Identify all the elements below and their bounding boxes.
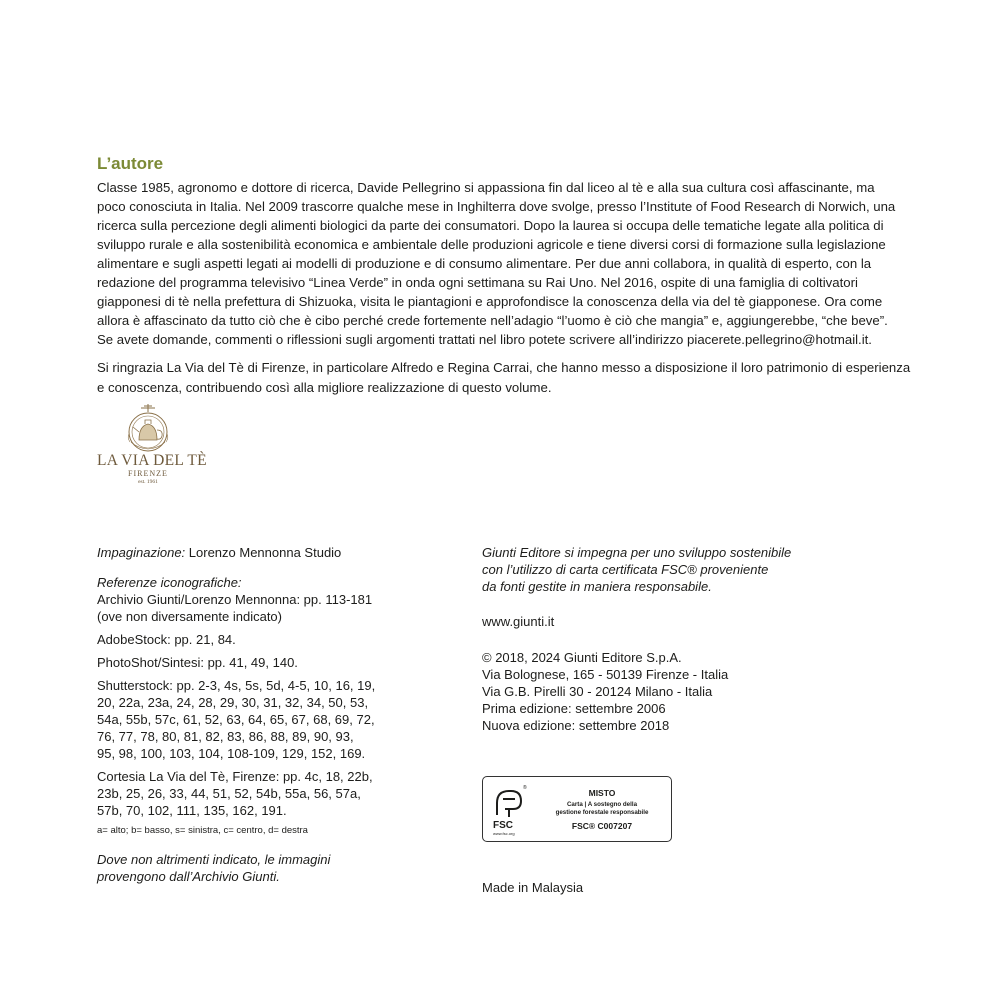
author-bio: [97, 178, 915, 349]
bio-line: giapponesi di tè nella prefettura di Shizuoka, visita le piantagioni e approfondisce la conoscenza della via del tè giapponese. Ora come: [97, 294, 883, 309]
copyright: © 2018, 2024 Giunti Editore S.p.A.: [482, 650, 682, 665]
bio-line: Classe 1985, agronomo e dottore di ricerca, Davide Pellegrino si appassiona fin dal liceo al tè e alla sua cultura così affascinante, ma: [97, 180, 875, 195]
la-via-del-te-logo: [97, 402, 207, 492]
logo-city: FIRENZE: [128, 469, 168, 478]
acknowledgements: [97, 358, 915, 398]
bio-line: alimentare e sugli aspetti legati ai modelli di produzione e di consumo alimentare. Per due anni collabora, in qualità di esperto, con la: [97, 256, 872, 271]
image-credits: [97, 574, 407, 625]
teapot-emblem-icon: [119, 402, 177, 454]
layout-label: Impaginazione:: [97, 545, 186, 560]
statement-line: con l’utilizzo di carta certificata FSC® proveniente: [482, 562, 769, 577]
publisher-column: [482, 544, 842, 740]
fsc-carta: [537, 801, 667, 817]
statement-line: Giunti Editore si impegna per uno sviluppo sostenibile: [482, 545, 792, 560]
shutterstock-line: 76, 77, 78, 80, 81, 82, 83, 86, 88, 89, 90, 93,: [97, 729, 354, 744]
position-legend: a= alto; b= basso, s= sinistra, c= centro, d= destra: [97, 825, 308, 836]
layout-credit: [97, 544, 407, 561]
fsc-label: [482, 776, 672, 842]
edition-line: Prima edizione: settembre 2006: [482, 701, 666, 716]
bio-line: ricerca sulla percezione degli alimenti biologici da parte dei consumatori. Dopo la laurea si occupa delle tematiche legate alla politica di: [97, 218, 884, 233]
fsc-logo-text: FSC: [493, 820, 513, 831]
refs-label: Referenze iconografiche:: [97, 575, 242, 590]
statement-line: da fonti gestite in maniera responsabile.: [482, 579, 712, 594]
layout-value: Lorenzo Mennonna Studio: [185, 545, 342, 560]
fsc-carta-line: Carta | A sostegno della: [566, 801, 638, 808]
fsc-code: FSC® C007207: [571, 821, 633, 831]
archive-note-line: Dove non altrimenti indicato, le immagini: [97, 852, 331, 867]
address-line: Via G.B. Pirelli 30 - 20124 Milano - Italia: [482, 684, 713, 699]
bio-line: sviluppo rurale e alla sostenibilità economica e ambientale delle produzioni agricole e tiene diversi corsi di formazione sulla legislazione: [97, 237, 886, 252]
website-link[interactable]: www.giunti.it: [482, 614, 555, 629]
fsc-tree-icon: [489, 781, 533, 837]
bio-line: redazione del programma televisivo “Linea Verde” in onda ogni settimana su Rai Uno. Nel 2016, ospite di una famiglia di coltivatori: [97, 275, 858, 290]
logo-established: est. 1961: [138, 479, 158, 485]
bio-line: allora è affascinato da tutto ciò che è cibo perché crede fortemente nell’adagio “l’uomo è ciò che mangia” e, aggiungerebbe, “che beve”.: [97, 313, 888, 328]
logo-name: LA VIA DEL TÈ: [97, 452, 207, 469]
made-in: Made in Malaysia: [482, 880, 584, 895]
archivio-line: Archivio Giunti/Lorenzo Mennonna: pp. 113-181: [97, 592, 373, 607]
photoshot-credit: PhotoShot/Sintesi: pp. 41, 49, 140.: [97, 655, 298, 670]
shutterstock-credit: [97, 677, 407, 762]
shutterstock-line: 54a, 55b, 57c, 61, 52, 63, 64, 65, 67, 68, 69, 72,: [97, 712, 375, 727]
archivio-line: (ove non diversamente indicato): [97, 609, 282, 624]
credits-column: [97, 544, 407, 891]
fsc-url: www.fsc.org: [493, 831, 515, 836]
bio-line: Se avete domande, commenti o riflessioni sugli argomenti trattati nel libro potete scrivere all’indirizzo piacerete.pellegrino@hotmail.it.: [97, 332, 872, 347]
address-line: Via Bolognese, 165 - 50139 Firenze - Italia: [482, 667, 729, 682]
fsc-misto: MISTO: [588, 788, 616, 798]
fsc-text: [537, 787, 667, 832]
shutterstock-line: Shutterstock: pp. 2-3, 4s, 5s, 5d, 4-5, 10, 16, 19,: [97, 678, 376, 693]
shutterstock-line: 95, 98, 100, 103, 104, 108-109, 129, 152, 169.: [97, 746, 366, 761]
imprint: [482, 649, 842, 734]
fsc-carta-line: gestione forestale responsabile: [555, 809, 649, 816]
archive-note: [97, 851, 407, 885]
thanks-line: e conoscenza, contribuendo così alla migliore realizzazione di questo volume.: [97, 380, 552, 395]
archive-note-line: provengono dall’Archivio Giunti.: [97, 869, 280, 884]
adobe-credit: AdobeStock: pp. 21, 84.: [97, 632, 236, 647]
cortesia-line: Cortesia La Via del Tè, Firenze: pp. 4c, 18, 22b,: [97, 769, 373, 784]
shutterstock-line: 20, 22a, 23a, 24, 28, 29, 30, 31, 32, 34, 50, 53,: [97, 695, 369, 710]
thanks-line: Si ringrazia La Via del Tè di Firenze, in particolare Alfredo e Regina Carrai, che hanno messo a disposizione il loro patrimonio di esperienza: [97, 360, 911, 375]
edition-line: Nuova edizione: settembre 2018: [482, 718, 670, 733]
cortesia-line: 57b, 70, 102, 111, 135, 162, 191.: [97, 803, 287, 818]
cortesia-credit: [97, 768, 407, 819]
sustainability-statement: [482, 544, 842, 595]
cortesia-line: 23b, 25, 26, 33, 44, 51, 52, 54b, 55a, 56, 57a,: [97, 786, 361, 801]
author-heading: L’autore: [97, 154, 164, 173]
bio-line: poco conosciuta in Italia. Nel 2009 trascorre qualche mese in Inghilterra dove svolge, presso l’Institute of Food Research di Norwich, una: [97, 199, 896, 214]
svg-text:®: ®: [523, 785, 527, 791]
